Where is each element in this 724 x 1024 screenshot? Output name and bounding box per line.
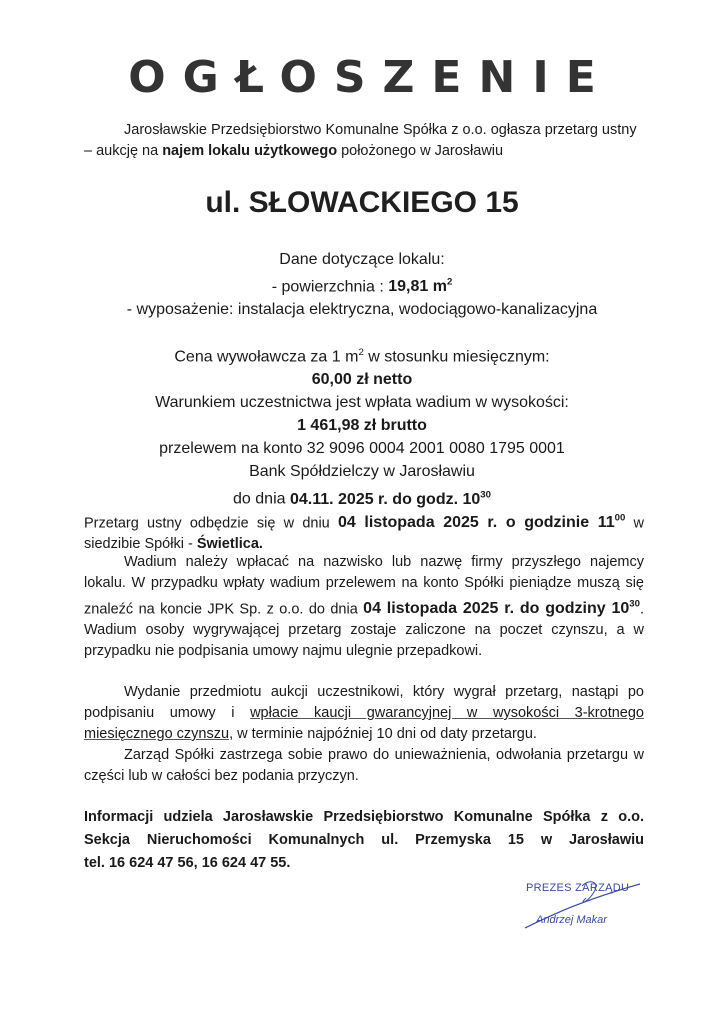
- price-value: 60,00 zł netto: [311, 371, 413, 389]
- deposit-paragraph: [84, 552, 644, 662]
- premises-area: [60, 271, 664, 298]
- handover-paragraph: [84, 682, 644, 745]
- premises-heading: Dane dotyczące lokalu:: [279, 251, 445, 268]
- auction-date-sup: 00: [614, 513, 626, 524]
- deposit-paragraph-text: Wadium należy wpłacać na nazwisko lub nazwę firmy przyszłego najemcy lokalu. W przypadku wpłaty wadium przelewem na konto Spółki pieniądze muszą się znaleźć na koncie JPK Sp. z o.o. do dnia: [84, 554, 644, 618]
- auction-place-text: w siedzibie Spółki -: [84, 515, 645, 553]
- price-label-end: w stosunku miesięcznym:: [363, 348, 550, 366]
- area-value: [388, 278, 452, 295]
- intro-text-end: położonego w Jarosławiu: [337, 143, 504, 159]
- handover-text-end: w terminie najpóźniej 10 dni od daty przetargu.: [233, 726, 537, 742]
- premises-details: [60, 248, 664, 321]
- auction-text: Przetarg ustny odbędzie się w dniu: [84, 515, 338, 532]
- auction-date-text: 04 listopada 2025 r. o godzinie 11: [337, 514, 615, 532]
- premises-equipment: - wyposażenie: instalacja elektryczna, wodociągowo-kanalizacyjna: [126, 301, 598, 319]
- pricing-block: [60, 341, 664, 511]
- signature-title: PREZES ZARZĄDU: [526, 882, 630, 894]
- auction-date: [338, 514, 625, 531]
- reservation-paragraph: Zarząd Spółki zastrzega sobie prawo do unieważnienia, odwołania przetargu w części lub w całości bez podania przyczyn.: [84, 747, 644, 784]
- footer-line-3: tel. 16 624 47 56, 16 624 47 55.: [84, 855, 291, 871]
- auction-paragraph: [84, 508, 644, 555]
- deposit-date-text: 04 listopada 2025 r. do godziny 10: [363, 600, 630, 618]
- deposit-paragraph-date: [363, 600, 640, 617]
- intro-text: Jarosławskie Przedsiębiorstwo Komunalne Spółka z o.o. ogłasza przetarg ustny – aukcję na: [84, 122, 637, 159]
- deposit-label: Warunkiem uczestnictwa jest wpłata wadium w wysokości:: [155, 394, 569, 412]
- auction-place: Świetlica.: [196, 536, 263, 553]
- footer-line-2: Sekcja Nieruchomości Komunalnych ul. Przemyska 15 w Jarosławiu: [84, 832, 644, 848]
- price-label: [60, 341, 664, 368]
- handover-underlined: wpłacie kaucji gwarancyjnej w wysokości 3-krotnego miesięcznego czynszu,: [84, 705, 644, 742]
- deposit-date-sup: 30: [629, 599, 640, 610]
- deposit-paragraph-end: . Wadium osoby wygrywającej przetarg zostaje zaliczone na poczet czynszu, a w przypadku nie podpisania umowy najmu ulegnie przepadkowi.: [84, 601, 644, 660]
- deadline-value: [290, 491, 491, 508]
- page-title: OGŁOSZENIE: [128, 52, 613, 103]
- intro-paragraph: [84, 120, 644, 162]
- deadline-value-text: 04.11. 2025 r. do godz. 10: [289, 490, 481, 508]
- handover-text: Wydanie przedmiotu aukcji uczestnikowi, który wygrał przetarg, nastąpi po podpisaniu umowy i: [84, 684, 644, 721]
- area-sup: 2: [446, 277, 453, 288]
- contact-footer: [84, 806, 644, 875]
- bank-account: przelewem na konto 32 9096 0004 2001 0080 1795 0001: [159, 440, 565, 458]
- area-value-text: 19,81 m: [388, 278, 447, 296]
- footer-line-1: Informacji udziela Jarosławskie Przedsiębiorstwo Komunalne Spółka z o.o.: [84, 809, 644, 825]
- deadline-sup: 30: [480, 489, 491, 501]
- bank-name: Bank Spółdzielczy w Jarosławiu: [249, 463, 475, 481]
- signature-name: Andrzej Makar: [536, 914, 607, 926]
- area-label: - powierzchnia :: [271, 278, 389, 296]
- deadline: [60, 483, 664, 510]
- deadline-prefix: do dnia: [233, 490, 290, 508]
- deposit-value: 1 461,98 zł brutto: [297, 417, 427, 435]
- address-heading: ul. SŁOWACKIEGO 15: [205, 186, 519, 219]
- price-label-text: Cena wywoławcza za 1 m: [174, 348, 359, 366]
- price-label-sup: 2: [358, 347, 364, 358]
- intro-bold: najem lokalu użytkowego: [162, 143, 338, 159]
